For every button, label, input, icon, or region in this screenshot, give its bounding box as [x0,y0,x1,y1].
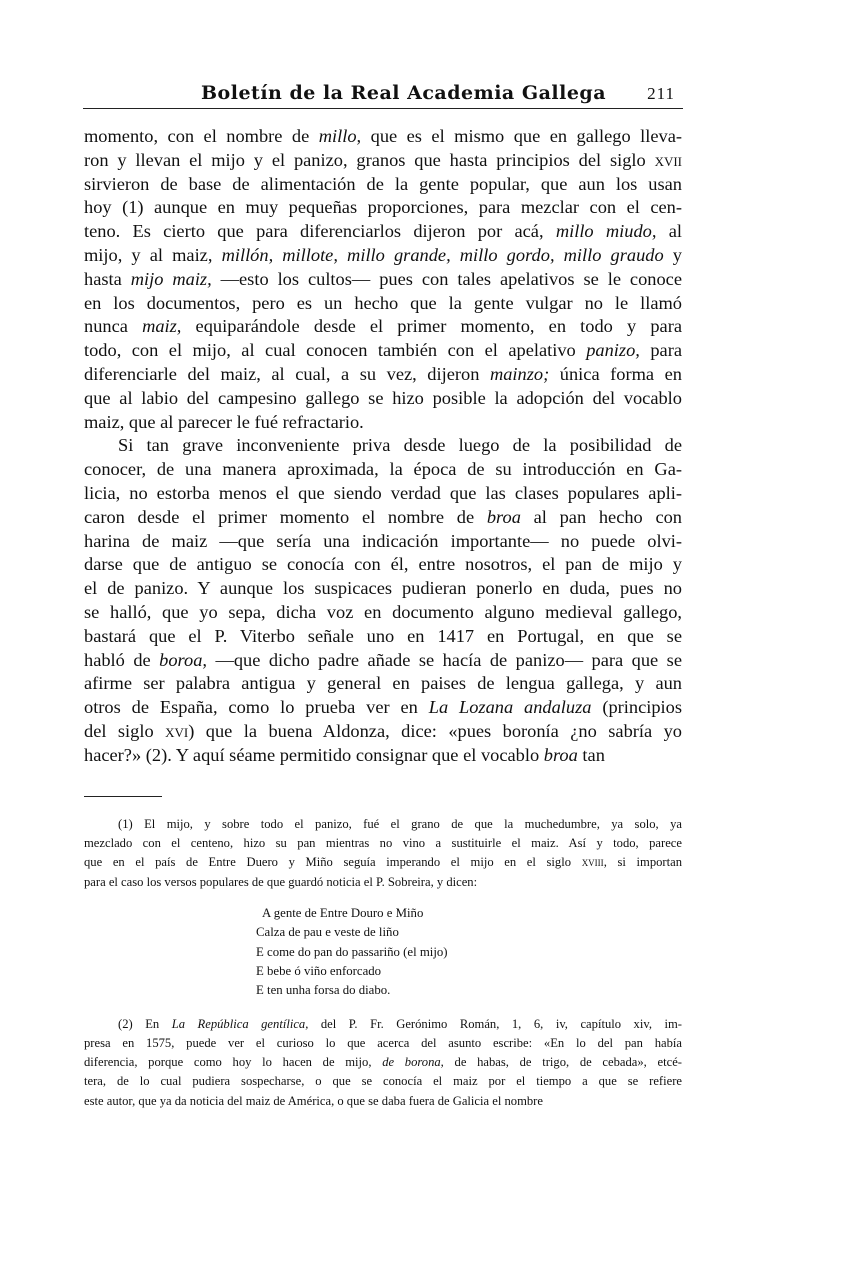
paragraph-2 [84,434,682,767]
body-text [84,125,682,768]
text-line: otros de España, como lo prueba ver en La Lozana andaluza (principios [84,697,682,718]
text-line: todo, con el mijo, al cual conocen también con el apelativo panizo, para [84,340,682,361]
text-line: bastará que el P. Viterbo señale uno en 1417 en Portugal, en que se [84,625,682,646]
text-line: que al labio del campesino gallego se hizo posible la adopción del vocablo [84,387,682,408]
text-line: hacer?» (2). Y aquí séame permitido consignar que el vocablo broa tan [84,744,605,765]
text-line: diferenciarle del maiz, al cual, a su vez, dijeron mainzo; única forma en [84,363,682,384]
text-line: teno. Es cierto que para diferenciarlos dijeron por acá, millo miudo, al [84,221,682,242]
verse-line: A gente de Entre Douro e Miño [262,905,424,920]
journal-title: Boletín de la Real Academia Gallega [201,82,607,104]
verse-line: E ten unha forsa do diabo. [256,983,391,998]
text-line: este autor, que ya da noticia del maiz de América, o que se daba fuera de Galicia el nombre [84,1093,543,1108]
text-line: tera, de lo cual pudiera sospecharse, o que se conocía el maiz por el tiempo a que se refiere [84,1074,682,1089]
text-line: caron desde el primer momento el nombre de broa al pan hecho con [84,506,682,527]
text-line: mezclado con el centeno, hizo su pan mientras no vino a sustituirle el maiz. Así y todo, parece [84,836,682,851]
verse-line: Calza de pau e veste de liño [256,925,399,940]
footnote-1-text [84,815,682,892]
page-number: 211 [647,84,675,103]
text-line: habló de boroa, —que dicho padre añade se hacía de panizo— para que se [84,649,682,670]
text-line: para el caso los versos populares de que guardó noticia el P. Sobreira, y dicen: [84,874,478,889]
footnotes [84,815,682,1111]
text-line: en los documentos, pero es un hecho que la gente vulgar no le llamó [84,292,682,313]
text-line: sirvieron de base de alimentación de la gente popular, que aun los usan [84,173,682,194]
footnote-1-verse [256,904,682,1001]
text-line: conocer, de una manera aproximada, la época de su introducción en Ga- [84,459,682,480]
text-line: del siglo xvi) que la buena Aldonza, dice: «pues boronía ¿no sabría yo [84,720,682,741]
text-line: (2) En La República gentílica, del P. Fr. Gerónimo Román, 1, 6, iv, capítulo xiv, im- [118,1016,682,1031]
footnote-1 [84,815,682,1001]
text-line: momento, con el nombre de millo, que es el mismo que en gallego lleva- [84,126,682,146]
paragraph-1 [84,125,682,434]
text-line: nunca maiz, equiparándole desde el primer momento, en todo y para [84,316,682,337]
text-line: darse que de antiguo se conocía con él, entre nosotros, el pan de mijo y [84,554,682,575]
text-line: licia, no estorba menos el que siendo verdad que las clases populares apli- [84,482,682,503]
text-line: diferencia, porque como hoy lo hacen de mijo, de borona, de habas, de trigo, de cebada», etcé- [84,1055,682,1070]
footnote-separator [84,796,162,797]
text-line: Si tan grave inconveniente priva desde luego de la posibilidad de [118,435,682,456]
verse-line: E come do pan do passariño (el mijo) [256,944,448,959]
text-line: maiz, que al parecer le fué refractario. [84,411,364,432]
text-line: presa en 1575, puede ver el curioso lo que acerca del asunto escribe: «En lo del pan había [84,1036,682,1051]
text-line: afirme ser palabra antigua y general en paises de lengua gallega, y aun [84,673,682,694]
footnote-2-text [84,1015,682,1111]
text-line: harina de maiz —que sería una indicación importante— no puede olvi- [84,530,682,551]
text-line: ron y llevan el mijo y el panizo, granos que hasta principios del siglo xvii [84,149,682,170]
text-line: (1) El mijo, y sobre todo el panizo, fué el grano de que la muchedumbre, ya solo, ya [118,817,682,831]
verse-line: E bebe ó viño enforcado [256,964,382,979]
text-line: hasta mijo maiz, —esto los cultos— pues con tales apelativos se le conoce [84,268,682,289]
text-line: que en el país de Entre Duero y Miño seguía imperando el mijo en el siglo xviii, si importan [84,855,682,870]
text-line: el de panizo. Y aunque los suspicaces pudieran ponerlo en duda, pues no [84,578,682,599]
text-line: hoy (1) aunque en muy pequeñas proporciones, para mezclar con el cen- [84,197,682,218]
footnote-2 [84,1015,682,1111]
text-line: se halló, que yo sepa, dicha voz en documento alguno medieval gallego, [84,601,682,622]
text-line: mijo, y al maiz, millón, millote, millo grande, millo gordo, millo graudo y [84,244,683,265]
running-header [83,80,683,109]
